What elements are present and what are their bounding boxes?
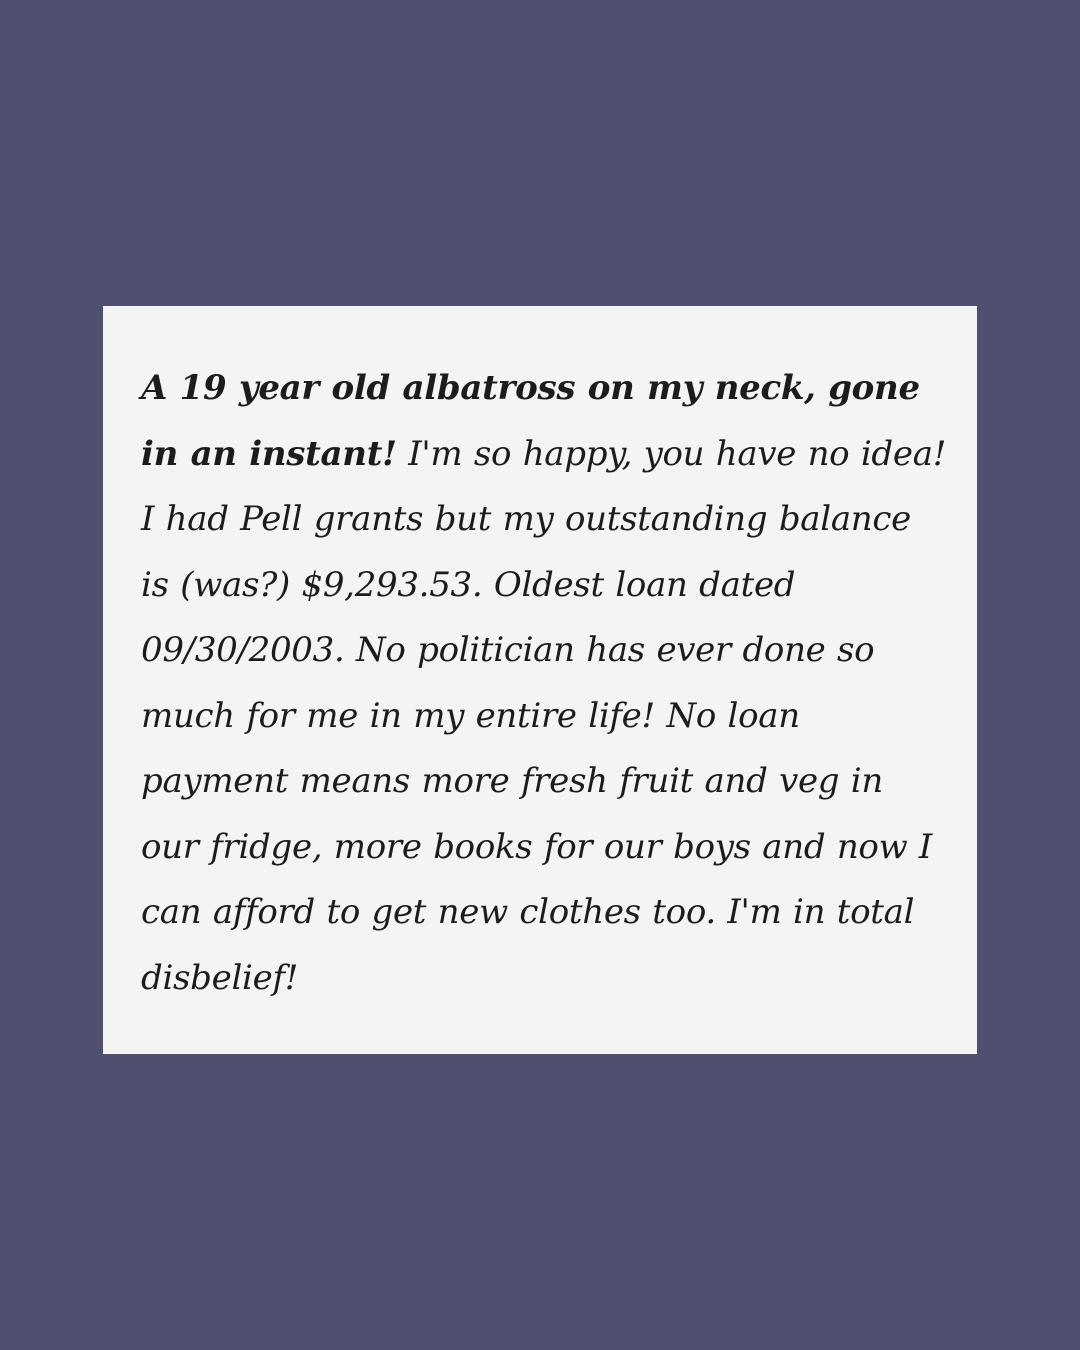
quote-body: I'm so happy, you have no idea! I had Pell grants but my outstanding balance is (was?) $9,293.53. Oldest loan dated 09/30/2003. No politician has ever done so much for me in my entire life! No loan payment means more fresh fruit and veg in our fridge, more books for our boys and now I can afford to get new clothes too. I'm in total disbelief! (141, 433, 947, 998)
quote-card (103, 306, 977, 1054)
quote-text (141, 356, 947, 1011)
quote-lead: A 19 year old albatross on my neck, gone in an instant! (141, 368, 920, 474)
